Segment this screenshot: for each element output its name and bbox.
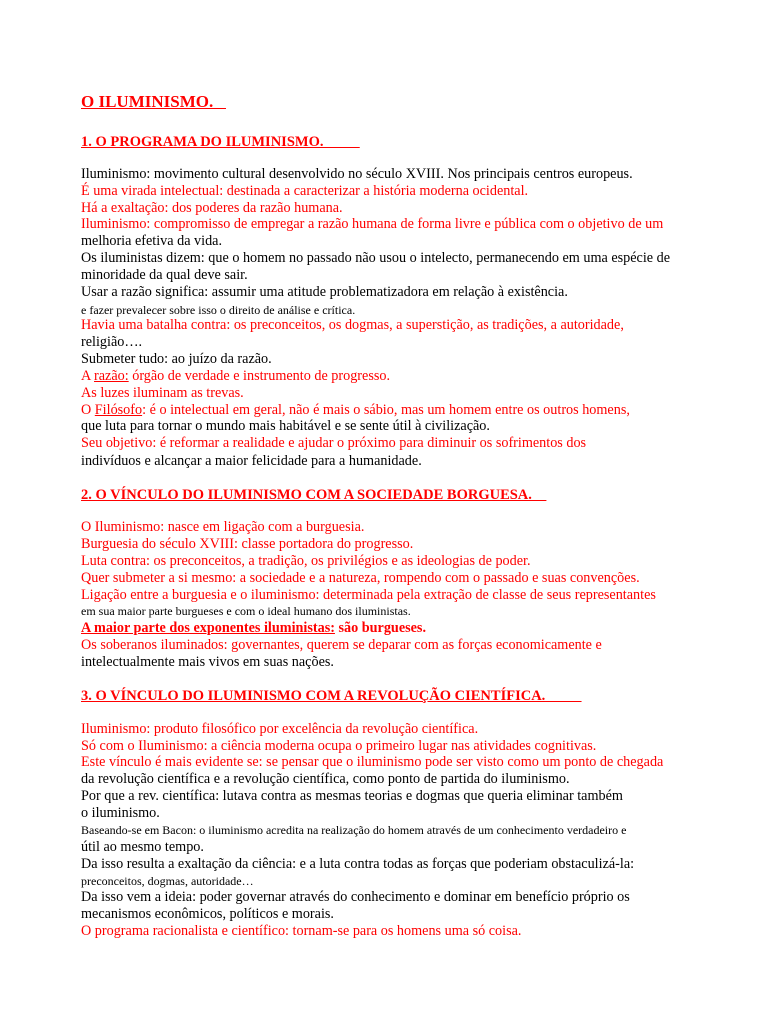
section-1-line: que luta para tornar o mundo mais habitável e se sente útil à civilização. bbox=[81, 418, 490, 434]
section-2-line bbox=[81, 620, 426, 637]
section-1-line: melhoria efetiva da vida. bbox=[81, 233, 223, 249]
section-3-line: da revolução científica e a revolução científica, como ponto de partida do iluminismo. bbox=[81, 771, 570, 787]
section-3-line: Baseando-se em Bacon: o iluminismo acredita na realização do homem através de um conhecimento verdadeiro e bbox=[81, 823, 627, 837]
section-1-line: Seu objetivo: é reformar a realidade e ajudar o próximo para diminuir os sofrimentos dos bbox=[81, 435, 587, 451]
line-text: : é o intelectual em geral, não é mais o sábio, mas um homem entre os outros homens, bbox=[142, 402, 630, 418]
section-2-line: intelectualmente mais vivos em suas nações. bbox=[81, 654, 334, 670]
section-1-line: e fazer prevalecer sobre isso o direito de análise e crítica. bbox=[81, 303, 356, 317]
section-1-line: indivíduos e alcançar a maior felicidade para a humanidade. bbox=[81, 453, 422, 469]
section-1-line: É uma virada intelectual: destinada a caracterizar a história moderna ocidental. bbox=[81, 183, 529, 199]
section-1-line: Iluminismo: movimento cultural desenvolvido no século XVIII. Nos principais centros europeus. bbox=[81, 166, 633, 182]
section-2-line: O Iluminismo: nasce em ligação com a burguesia. bbox=[81, 519, 365, 535]
line-text: A bbox=[81, 368, 95, 384]
section-1-line: As luzes iluminam as trevas. bbox=[81, 385, 244, 401]
section-1-line: Usar a razão significa: assumir uma atitude problematizadora em relação à existência. bbox=[81, 284, 568, 300]
section-3-line: Só com o Iluminismo: a ciência moderna ocupa o primeiro lugar nas atividades cognitivas. bbox=[81, 738, 597, 754]
section-3-heading: 3. O VÍNCULO DO ILUMINISMO COM A REVOLUÇÃO CIENTÍFICA. bbox=[81, 688, 582, 704]
section-3-line: O programa racionalista e científico: tornam-se para os homens uma só coisa. bbox=[81, 923, 522, 939]
section-3-line: Por que a rev. científica: lutava contra as mesmas teorias e dogmas que queria eliminar também bbox=[81, 788, 623, 804]
section-1-line: Iluminismo: compromisso de empregar a razão humana de forma livre e pública com o objetivo de um bbox=[81, 216, 664, 232]
section-2-line: em sua maior parte burgueses e com o ideal humano dos iluministas. bbox=[81, 604, 411, 618]
section-2-line: Burguesia do século XVIII: classe portadora do progresso. bbox=[81, 536, 414, 552]
section-1-line: religião…. bbox=[81, 334, 143, 350]
section-2-line: Quer submeter a si mesmo: a sociedade e a natureza, rompendo com o passado e suas convenções. bbox=[81, 570, 640, 586]
section-2-line: Ligação entre a burguesia e o iluminismo: determinada pela extração de classe de seus representantes bbox=[81, 587, 656, 603]
underlined-term: Filósofo bbox=[94, 402, 143, 418]
section-1-line bbox=[81, 402, 630, 419]
section-1-line: Os iluministas dizem: que o homem no passado não usou o intelecto, permanecendo em uma espécie de bbox=[81, 250, 671, 266]
section-3-line: Da isso vem a ideia: poder governar através do conhecimento e dominar em benefício próprio os bbox=[81, 889, 630, 905]
line-text: são burgueses. bbox=[334, 620, 427, 636]
section-1-line bbox=[81, 368, 390, 385]
section-3-line: útil ao mesmo tempo. bbox=[81, 839, 204, 855]
section-2-line: Luta contra: os preconceitos, a tradição, os privilégios e as ideologias de poder. bbox=[81, 553, 531, 569]
section-3-line: mecanismos econômicos, políticos e morais. bbox=[81, 906, 334, 922]
underlined-term: razão: bbox=[94, 368, 129, 384]
line-text: órgão de verdade e instrumento de progresso. bbox=[128, 368, 391, 384]
document-title: O ILUMINISMO. bbox=[81, 92, 226, 111]
section-2-heading: 2. O VÍNCULO DO ILUMINISMO COM A SOCIEDADE BORGUESA. bbox=[81, 487, 547, 503]
underlined-term: A maior parte dos exponentes iluministas: bbox=[81, 620, 335, 636]
section-3-line: preconceitos, dogmas, autoridade… bbox=[81, 874, 254, 888]
section-3-line: Da isso resulta a exaltação da ciência: e a luta contra todas as forças que poderiam obstaculizá-la: bbox=[81, 856, 635, 872]
section-1-line: Submeter tudo: ao juízo da razão. bbox=[81, 351, 272, 367]
section-1-line: Há a exaltação: dos poderes da razão humana. bbox=[81, 200, 343, 216]
section-1-line: Havia uma batalha contra: os preconceitos, os dogmas, a superstição, as tradições, a autoridade, bbox=[81, 317, 624, 333]
section-1-line: minoridade da qual deve sair. bbox=[81, 267, 248, 283]
section-3-line: Este vínculo é mais evidente se: se pensar que o iluminismo pode ser visto como um ponto de chegada bbox=[81, 754, 664, 770]
section-1-heading: 1. O PROGRAMA DO ILUMINISMO. bbox=[81, 134, 360, 150]
section-3-line: o iluminismo. bbox=[81, 805, 160, 821]
section-2-line: Os soberanos iluminados: governantes, querem se deparar com as forças economicamente e bbox=[81, 637, 602, 653]
line-text: O bbox=[81, 402, 95, 418]
section-3-line: Iluminismo: produto filosófico por excelência da revolução científica. bbox=[81, 721, 479, 737]
